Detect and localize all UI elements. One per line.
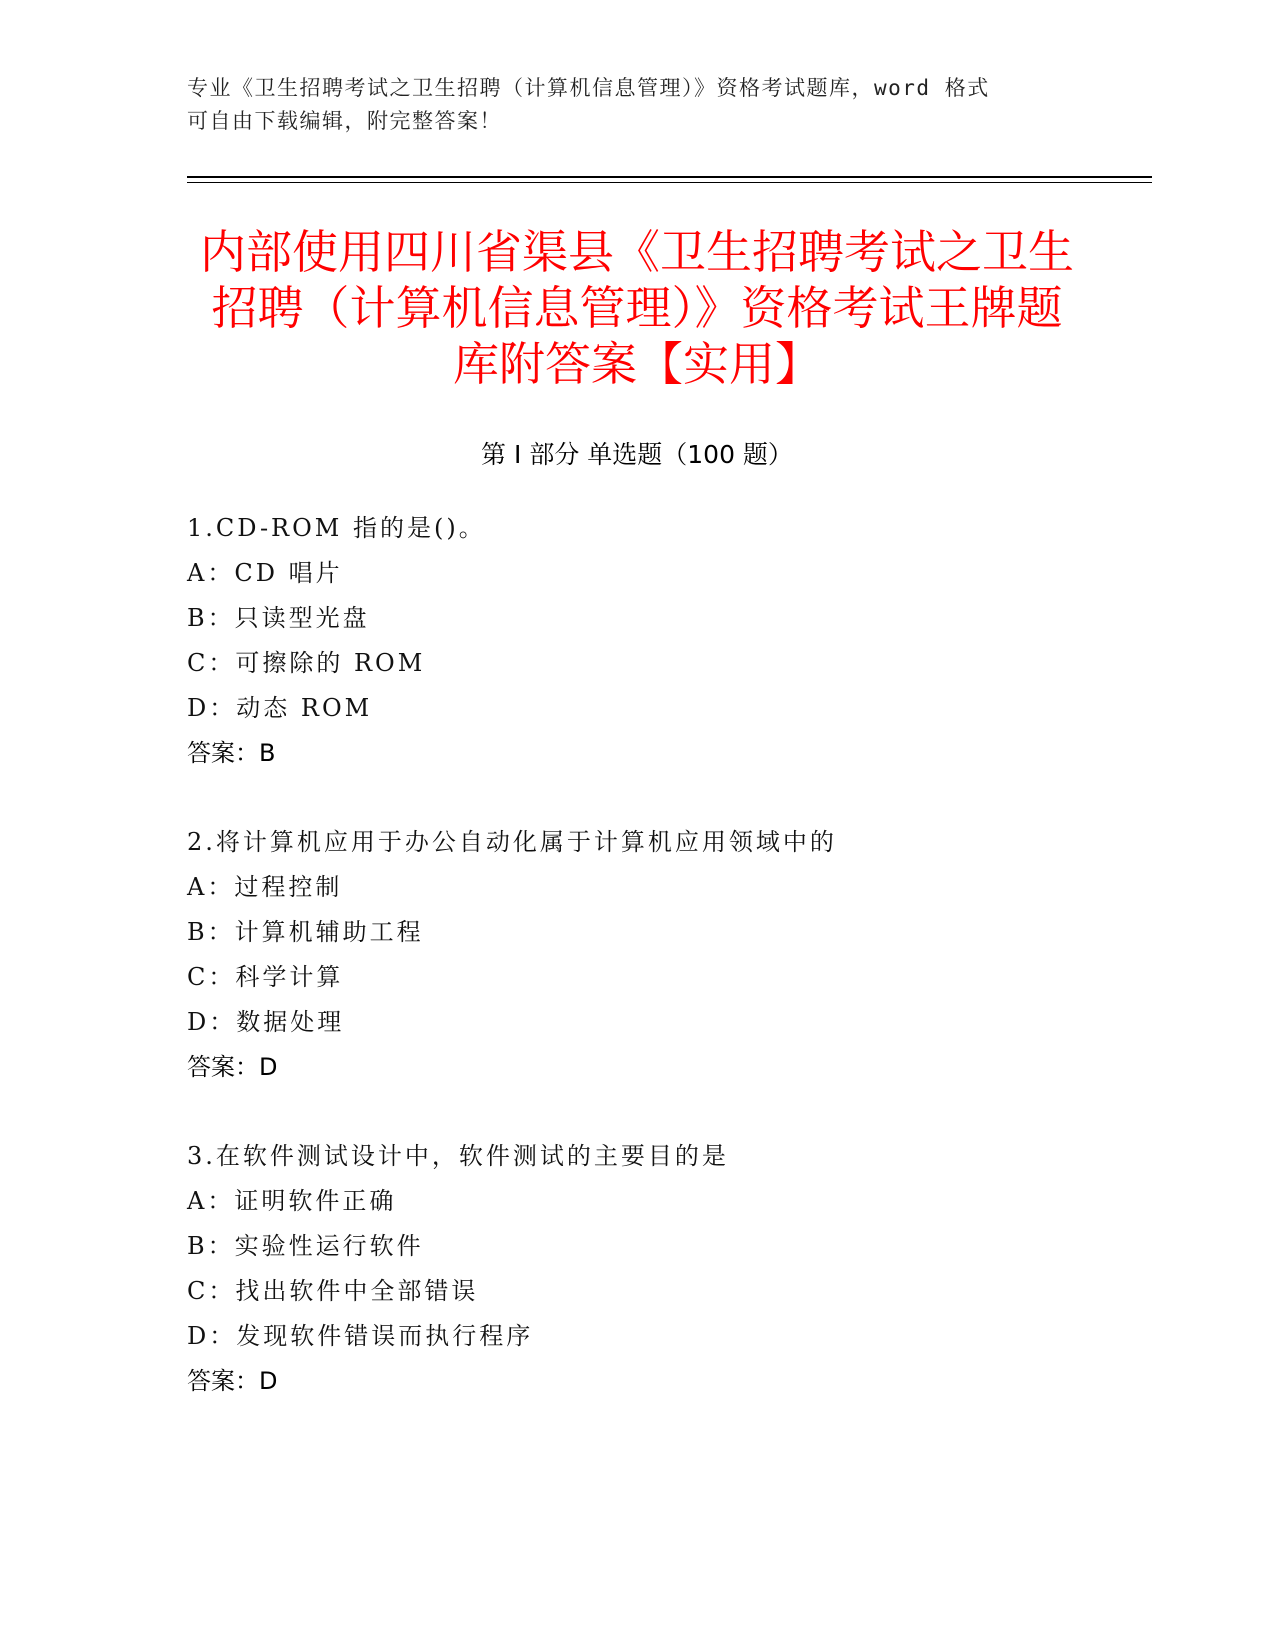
option-b: B：实验性运行软件 [187, 1232, 424, 1260]
header-divider-thin [187, 182, 1152, 183]
header-note-line-1: 专业《卫生招聘考试之卫生招聘（计算机信息管理）》资格考试题库，word 格式 [187, 76, 990, 100]
option-c: C：科学计算 [187, 963, 344, 991]
answer: 答案：D [187, 1053, 278, 1081]
document-title [187, 224, 1087, 392]
question-stem: 3.在软件测试设计中，软件测试的主要目的是 [187, 1142, 729, 1170]
question-stem: 2.将计算机应用于办公自动化属于计算机应用领域中的 [187, 828, 837, 856]
option-c: C：可擦除的 ROM [187, 649, 426, 677]
header-note-line-2: 可自由下载编辑，附完整答案！ [187, 109, 502, 133]
option-d: D：动态 ROM [187, 694, 373, 722]
document-title-line-2: 招聘（计算机信息管理）》资格考试王牌题 [211, 281, 1063, 335]
option-a: A：证明软件正确 [187, 1187, 397, 1215]
document-title-line-1: 内部使用四川省渠县《卫生招聘考试之卫生 [200, 225, 1074, 279]
header-note [187, 72, 1087, 138]
header-divider-thick [187, 176, 1152, 178]
option-d: D：数据处理 [187, 1008, 345, 1036]
option-b: B：只读型光盘 [187, 604, 370, 632]
question-3 [187, 1134, 1087, 1404]
option-b: B：计算机辅助工程 [187, 918, 424, 946]
option-d: D：发现软件错误而执行程序 [187, 1322, 534, 1350]
question-2 [187, 820, 1087, 1090]
answer: 答案：D [187, 1367, 278, 1395]
document-title-line-3: 库附答案【实用】 [453, 337, 821, 391]
answer: 答案：B [187, 739, 276, 767]
question-stem: 1.CD-ROM 指的是()。 [187, 514, 486, 542]
section-heading: 第 I 部分 单选题（100 题） [481, 440, 793, 469]
option-a: A：CD 唱片 [187, 559, 343, 587]
option-a: A：过程控制 [187, 873, 343, 901]
question-1 [187, 506, 1087, 776]
option-c: C：找出软件中全部错误 [187, 1277, 479, 1305]
